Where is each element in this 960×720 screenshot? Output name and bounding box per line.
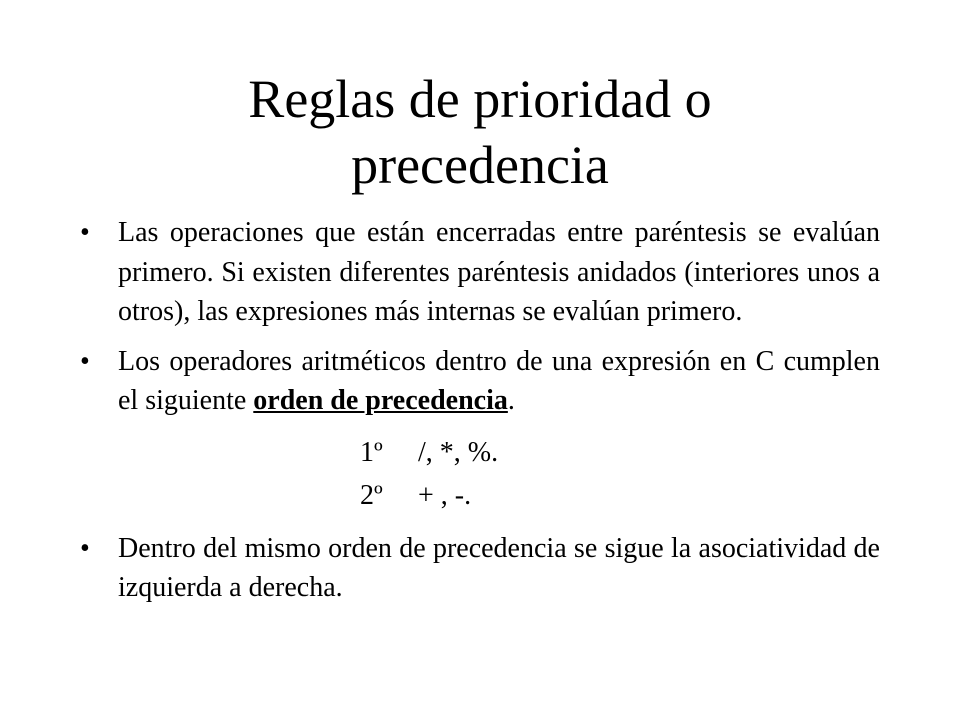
bullet-text: Las operaciones que están encerradas entre paréntesis se evalúan primero. Si existen diferentes paréntesis anidados (interiores unos a otros), las expresiones más internas se evalúan primero. <box>118 217 880 327</box>
bullet-icon: • <box>80 345 90 377</box>
bullet-text-after: . <box>507 385 515 416</box>
precedence-rank: 2º <box>360 479 383 511</box>
precedence-order-list <box>80 431 880 517</box>
bullet-item-associativity <box>80 529 880 608</box>
slide-title: Reglas de prioridad o precedencia <box>248 69 712 195</box>
bullet-text: Dentro del mismo orden de precedencia se sigue la asociatividad de izquierda a derecha. <box>118 532 880 603</box>
precedence-operators: /, *, %. <box>418 436 499 468</box>
precedence-order-row <box>80 474 880 517</box>
bullet-icon: • <box>80 532 90 564</box>
bullet-item-parentheses <box>80 213 880 332</box>
bullet-icon: • <box>80 217 90 248</box>
bullet-text-before: Los operadores aritméticos dentro de una expresión en C cumplen el siguiente <box>118 345 880 416</box>
precedence-order-row <box>80 431 880 474</box>
slide-body <box>80 213 880 608</box>
emphasized-term: orden de precedencia <box>253 385 508 416</box>
precedence-operators: + , -. <box>418 479 472 511</box>
bullet-item-arithmetic-operators <box>80 342 880 421</box>
precedence-rank: 1º <box>360 436 383 468</box>
